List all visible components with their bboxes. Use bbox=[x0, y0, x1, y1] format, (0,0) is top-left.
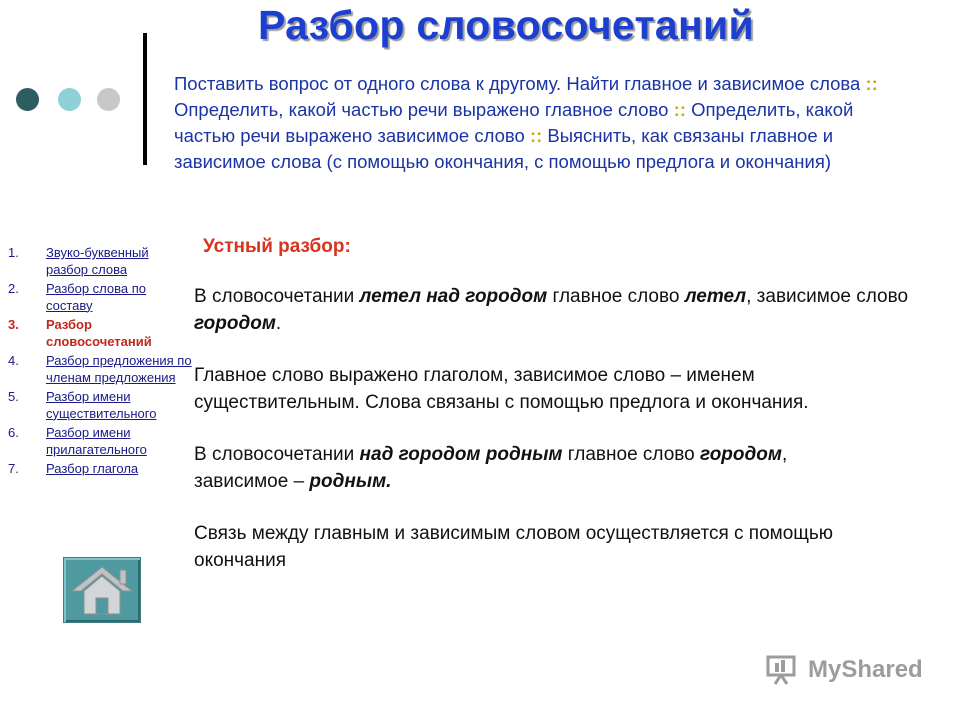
text: . bbox=[275, 312, 282, 334]
nav-link-adjective[interactable]: Разбор имени прилагательного bbox=[46, 425, 147, 457]
nav-item bbox=[8, 245, 193, 278]
example-1 bbox=[194, 284, 914, 337]
nav-item bbox=[8, 461, 193, 478]
nav-item bbox=[8, 425, 193, 458]
nav-link-sound-letter[interactable]: Звуко-буквенный разбор слова bbox=[46, 245, 149, 277]
text: В словосочетании bbox=[194, 444, 360, 465]
logo-text: MyShared bbox=[808, 656, 923, 683]
topic-nav bbox=[8, 245, 193, 481]
nav-number: 7. bbox=[8, 461, 19, 476]
nav-item-current bbox=[8, 317, 193, 350]
nav-link-sentence-parsing[interactable]: Разбор предложения по членам предложения bbox=[46, 353, 192, 385]
presentation-icon bbox=[766, 654, 802, 686]
page-title: Разбор словосочетаний bbox=[258, 2, 755, 48]
text: зависимое – bbox=[194, 470, 310, 492]
home-button[interactable] bbox=[63, 557, 141, 623]
nav-item bbox=[8, 389, 193, 422]
nav-link-verb[interactable]: Разбор глагола bbox=[46, 461, 139, 476]
text: главное слово bbox=[547, 286, 685, 307]
instruction-1: Поставить вопрос от одного слова к другому. Найти главное и зависимое слова bbox=[174, 73, 861, 94]
nav-number: 5. bbox=[8, 389, 19, 404]
decor-dot-dark bbox=[16, 88, 39, 111]
main-word: летел bbox=[684, 286, 747, 307]
nav-item bbox=[8, 353, 193, 386]
oral-analysis-heading: Устный разбор: bbox=[203, 236, 351, 257]
decor-dot-light bbox=[58, 88, 81, 111]
instruction-4: Выяснить, как связаны главное и зависимое слова (с помощью окончания, с помощью предлога и окончания) bbox=[174, 125, 834, 172]
example-2-explanation: Связь между главным и зависимым словом осуществляется с помощью окончания bbox=[194, 523, 834, 571]
nav-item bbox=[8, 281, 193, 314]
text: , bbox=[781, 444, 788, 465]
nav-number: 2. bbox=[8, 281, 19, 296]
vertical-divider bbox=[143, 33, 147, 165]
analysis-text bbox=[194, 284, 914, 600]
myshared-logo bbox=[766, 654, 923, 686]
phrase: над городом родным bbox=[359, 444, 563, 465]
instruction-3: Определить, какой частью речи выражено зависимое слово bbox=[174, 99, 854, 146]
instruction-2: Определить, какой частью речи выражено главное слово bbox=[174, 99, 669, 120]
text: , зависимое слово bbox=[746, 286, 909, 307]
decor-dot-gray bbox=[97, 88, 120, 111]
instructions bbox=[174, 71, 894, 175]
phrase: летел над городом bbox=[359, 286, 548, 307]
home-icon bbox=[64, 558, 140, 622]
text: главное слово bbox=[562, 444, 701, 465]
nav-link-word-composition[interactable]: Разбор слова по составу bbox=[46, 281, 146, 313]
dependent-word: городом bbox=[194, 312, 276, 334]
separator: :: bbox=[529, 125, 543, 146]
main-word: городом bbox=[700, 444, 782, 465]
nav-number: 3. bbox=[8, 317, 19, 332]
separator: :: bbox=[865, 73, 878, 94]
dependent-word: родным. bbox=[309, 470, 392, 492]
nav-current-phrases: Разбор словосочетаний bbox=[46, 317, 152, 349]
nav-number: 6. bbox=[8, 425, 19, 440]
text: В словосочетании bbox=[194, 286, 360, 307]
separator: :: bbox=[673, 99, 686, 120]
nav-number: 4. bbox=[8, 353, 19, 368]
example-2 bbox=[194, 442, 914, 495]
nav-number: 1. bbox=[8, 245, 19, 260]
example-1-explanation: Главное слово выражено глаголом, зависимое слово – именем существительным. Слова связаны с помощью предлога и окончания. bbox=[194, 365, 809, 413]
nav-link-noun[interactable]: Разбор имени существительного bbox=[46, 389, 157, 421]
